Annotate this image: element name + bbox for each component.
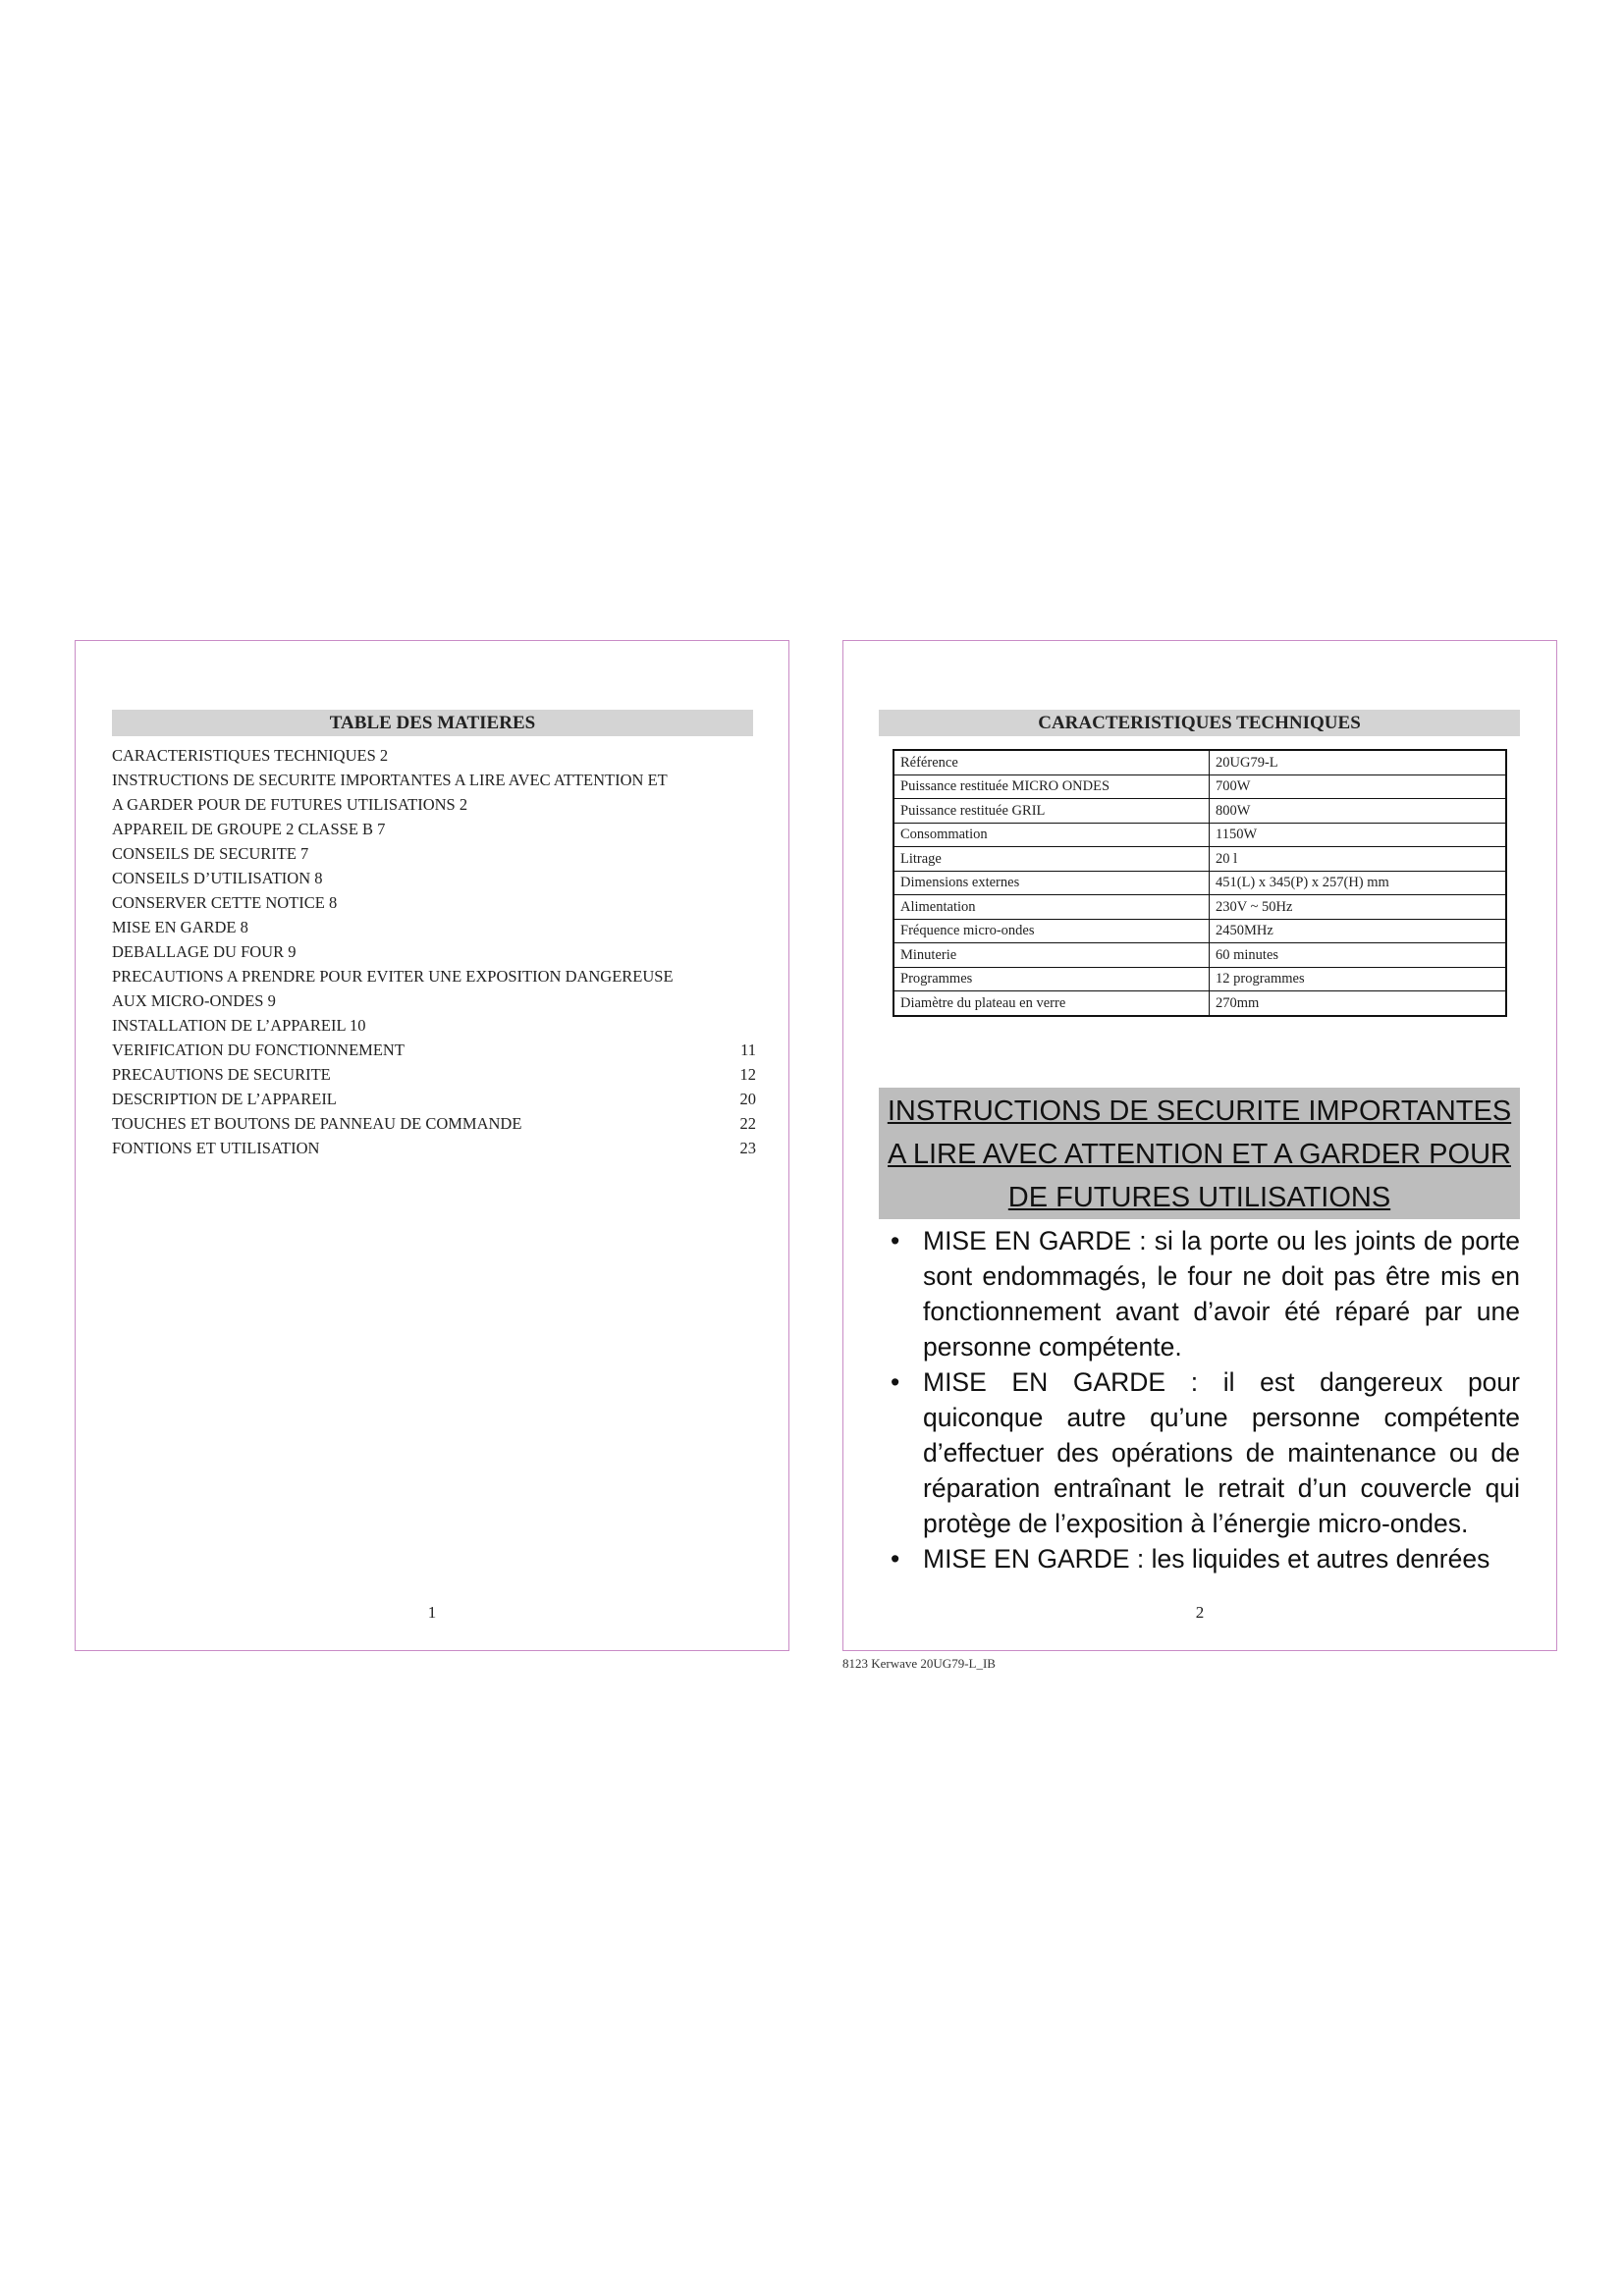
toc-list <box>112 743 756 1160</box>
toc-entry-text: DEBALLAGE DU FOUR 9 <box>112 942 297 961</box>
toc-entry-text: INSTALLATION DE L’APPAREIL 10 <box>112 1016 366 1035</box>
spec-label: Puissance restituée MICRO ONDES <box>893 774 1210 799</box>
toc-entry-page: 23 <box>739 1139 756 1157</box>
spec-value: 2450MHz <box>1210 919 1507 943</box>
toc-entry <box>112 939 756 964</box>
spec-label: Référence <box>893 750 1210 774</box>
toc-entry-text: CONSERVER CETTE NOTICE 8 <box>112 893 338 912</box>
table-row <box>893 847 1506 872</box>
toc-entry-text: PRECAUTIONS DE SECURITE <box>112 1065 331 1084</box>
warning-text: MISE EN GARDE : les liquides et autres denrées <box>923 1544 1490 1574</box>
spec-value: 451(L) x 345(P) x 257(H) mm <box>1210 871 1507 895</box>
toc-entry-text: PRECAUTIONS A PRENDRE POUR EVITER UNE EXPOSITION DANGEREUSE <box>112 967 674 986</box>
toc-entry-page: 12 <box>739 1065 756 1084</box>
table-row <box>893 823 1506 847</box>
table-row <box>893 919 1506 943</box>
table-row <box>893 871 1506 895</box>
spec-label: Dimensions externes <box>893 871 1210 895</box>
toc-entry <box>112 743 756 768</box>
page-technical-specs <box>842 640 1557 1651</box>
warning-list <box>879 1223 1520 1576</box>
table-row <box>893 750 1506 774</box>
spec-label: Puissance restituée GRIL <box>893 799 1210 824</box>
spec-label: Litrage <box>893 847 1210 872</box>
table-row <box>893 799 1506 824</box>
safety-instructions <box>879 1088 1520 1576</box>
toc-entry-text: CARACTERISTIQUES TECHNIQUES 2 <box>112 746 389 765</box>
toc-entry <box>112 1062 756 1087</box>
toc-entry <box>112 1038 756 1062</box>
toc-entry-text: FONTIONS ET UTILISATION <box>112 1139 320 1157</box>
toc-entry-text: APPAREIL DE GROUPE 2 CLASSE B 7 <box>112 820 386 838</box>
toc-entry-page: 11 <box>740 1041 756 1059</box>
warning-text: MISE EN GARDE : si la porte ou les joints de porte sont endommagés, le four ne doit pas être mis en fonctionnement avant d’avoir été réparé par une personne compétente. <box>923 1226 1520 1362</box>
toc-entry <box>112 915 756 939</box>
toc-entry <box>112 1111 756 1136</box>
page-number: 2 <box>1195 1603 1205 1622</box>
table-row <box>893 774 1506 799</box>
toc-entry <box>112 988 756 1013</box>
spec-value: 800W <box>1210 799 1507 824</box>
toc-entry-text: DESCRIPTION DE L’APPAREIL <box>112 1090 337 1108</box>
toc-entry <box>112 1136 756 1160</box>
toc-entry <box>112 866 756 890</box>
toc-entry <box>112 768 756 792</box>
spec-value: 270mm <box>1210 991 1507 1016</box>
bullet-icon: • <box>891 1367 900 1397</box>
toc-entry <box>112 1013 756 1038</box>
bullet-icon: • <box>891 1226 900 1255</box>
spec-label: Alimentation <box>893 895 1210 920</box>
spec-value: 1150W <box>1210 823 1507 847</box>
bullet-icon: • <box>891 1544 900 1574</box>
list-item <box>879 1364 1520 1541</box>
table-row <box>893 943 1506 968</box>
list-item <box>879 1541 1520 1576</box>
spec-label: Diamètre du plateau en verre <box>893 991 1210 1016</box>
page-table-of-contents <box>75 640 789 1651</box>
spec-value: 230V ~ 50Hz <box>1210 895 1507 920</box>
spec-label: Consommation <box>893 823 1210 847</box>
list-item <box>879 1223 1520 1364</box>
spec-value: 700W <box>1210 774 1507 799</box>
specs-heading: CARACTERISTIQUES TECHNIQUES <box>879 710 1520 736</box>
toc-entry-text: AUX MICRO-ONDES 9 <box>112 991 276 1010</box>
spec-label: Minuterie <box>893 943 1210 968</box>
toc-entry-text: MISE EN GARDE 8 <box>112 918 248 936</box>
toc-heading: TABLE DES MATIERES <box>112 710 753 736</box>
safety-heading: INSTRUCTIONS DE SECURITE IMPORTANTES A LIRE AVEC ATTENTION ET A GARDER POUR DE FUTURES UTILISATIONS <box>879 1088 1520 1219</box>
spec-label: Programmes <box>893 967 1210 991</box>
toc-entry-text: CONSEILS DE SECURITE 7 <box>112 844 309 863</box>
table-row <box>893 967 1506 991</box>
toc-entry-text: VERIFICATION DU FONCTIONNEMENT <box>112 1041 405 1059</box>
toc-entry <box>112 841 756 866</box>
toc-entry <box>112 792 756 817</box>
warning-text: MISE EN GARDE : il est dangereux pour quiconque autre qu’une personne compétente d’effectuer des opérations de maintenance ou de réparation entraînant le retrait d’un couvercle qui protège de l’exposition à l’énergie micro-ondes. <box>923 1367 1520 1538</box>
toc-entry-text: CONSEILS D’UTILISATION 8 <box>112 869 323 887</box>
toc-entry-page: 20 <box>739 1090 756 1108</box>
toc-entry-page: 22 <box>739 1114 756 1133</box>
toc-entry-text: A GARDER POUR DE FUTURES UTILISATIONS 2 <box>112 795 468 814</box>
spec-value: 60 minutes <box>1210 943 1507 968</box>
toc-entry <box>112 964 756 988</box>
toc-entry <box>112 817 756 841</box>
table-row <box>893 991 1506 1016</box>
document-reference: 8123 Kerwave 20UG79-L_IB <box>842 1656 996 1671</box>
toc-entry <box>112 1087 756 1111</box>
spec-label: Fréquence micro-ondes <box>893 919 1210 943</box>
specs-table <box>893 749 1507 1017</box>
table-row <box>893 895 1506 920</box>
page-number: 1 <box>427 1603 437 1622</box>
toc-entry-text: INSTRUCTIONS DE SECURITE IMPORTANTES A LIRE AVEC ATTENTION ET <box>112 771 668 789</box>
spec-value: 20 l <box>1210 847 1507 872</box>
spec-value: 20UG79-L <box>1210 750 1507 774</box>
spec-value: 12 programmes <box>1210 967 1507 991</box>
toc-entry <box>112 890 756 915</box>
toc-entry-text: TOUCHES ET BOUTONS DE PANNEAU DE COMMANDE <box>112 1114 522 1133</box>
